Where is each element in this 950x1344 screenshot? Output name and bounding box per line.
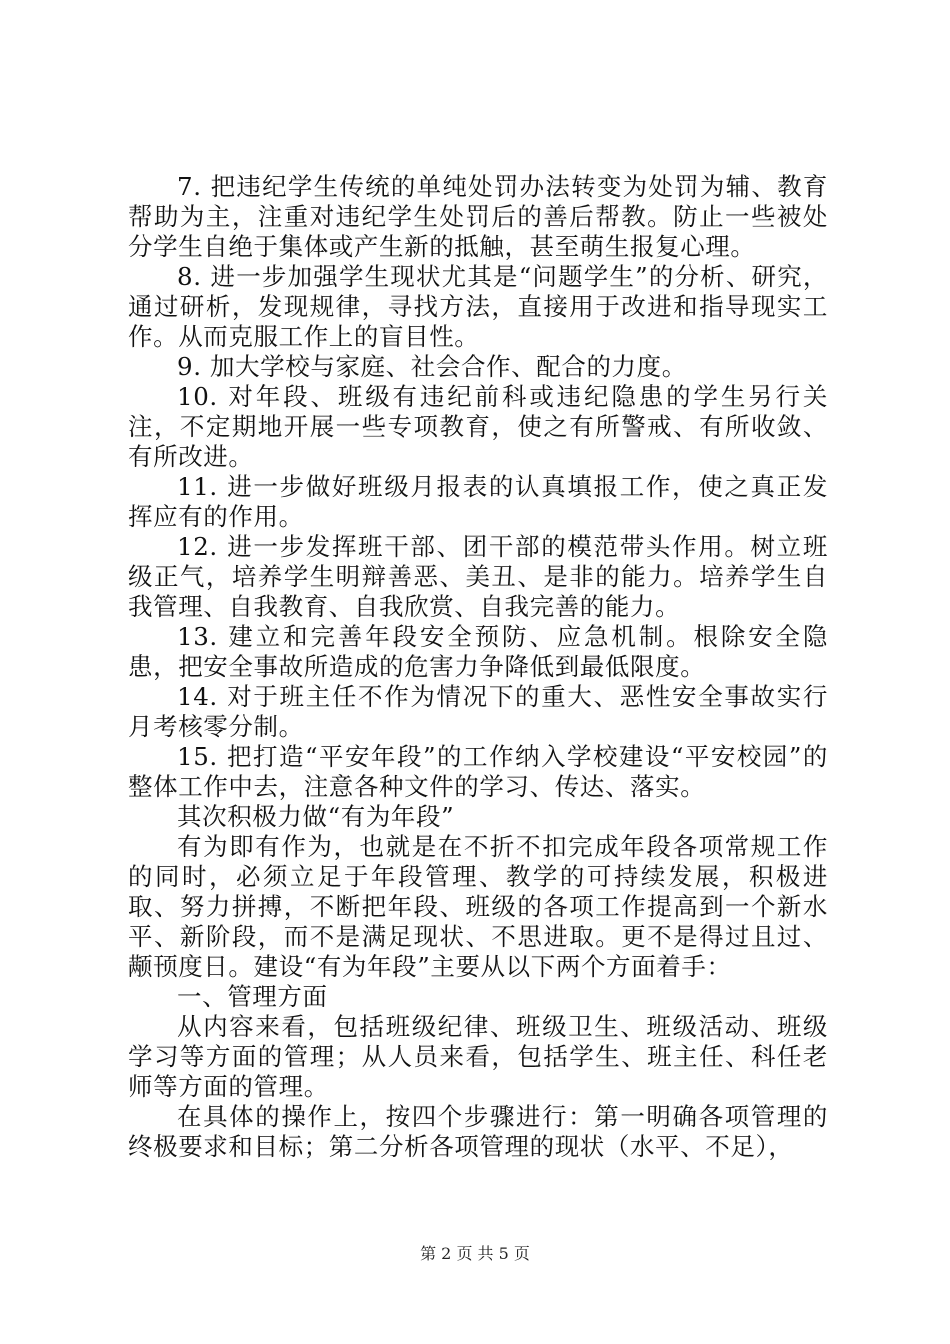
section-heading-youwei: 其次积极力做“有为年段” <box>177 802 455 831</box>
paragraph-10: 10. 对年段、班级有违纪前科或违纪隐患的学生另行关注，不定期地开展一些专项教育，使之有所警戒、有所收敛、有所改进。 <box>128 382 828 471</box>
paragraph-11: 11. 进一步做好班级月报表的认真填报工作，使之真正发挥应有的作用。 <box>128 472 828 531</box>
paragraph-management-scope: 从内容来看，包括班级纪律、班级卫生、班级活动、班级学习等方面的管理；从人员来看，包括学生、班主任、科任老师等方面的管理。 <box>128 1012 828 1101</box>
paragraph-12: 12. 进一步发挥班干部、团干部的模范带头作用。树立班级正气，培养学生明辩善恶、美丑、是非的能力。培养学生自我管理、自我教育、自我欣赏、自我完善的能力。 <box>128 532 828 621</box>
paragraph-7: 7. 把违纪学生传统的单纯处罚办法转变为处罚为辅、教育帮助为主，注重对违纪学生处罚后的善后帮教。防止一些被处分学生自绝于集体或产生新的抵触，甚至萌生报复心理。 <box>128 172 828 261</box>
paragraph-14: 14. 对于班主任不作为情况下的重大、恶性安全事故实行月考核零分制。 <box>128 682 828 741</box>
paragraph-youwei-intro: 有为即有作为，也就是在不折不扣完成年段各项常规工作的同时，必须立足于年段管理、教学的可持续发展，积极进取、努力拼搏，不断把年段、班级的各项工作提高到一个新水平、新阶段，而不是满足现状、不思进取。更不是得过且过、颟顸度日。建设“有为年段”主要从以下两个方面着手： <box>128 832 828 981</box>
paragraph-8: 8. 进一步加强学生现状尤其是“问题学生”的分析、研究，通过研析，发现规律，寻找方法，直接用于改进和指导现实工作。从而克服工作上的盲目性。 <box>128 262 828 351</box>
paragraph-management-steps: 在具体的操作上，按四个步骤进行：第一明确各项管理的终极要求和目标；第二分析各项管理的现状（水平、不足）， <box>128 1102 828 1161</box>
document-body <box>128 172 828 1162</box>
paragraph-13: 13. 建立和完善年段安全预防、应急机制。根除安全隐患，把安全事故所造成的危害力争降低到最低限度。 <box>128 622 828 681</box>
subsection-heading-management: 一、管理方面 <box>177 982 328 1011</box>
paragraph-15: 15. 把打造“平安年段”的工作纳入学校建设“平安校园”的整体工作中去，注意各种文件的学习、传达、落实。 <box>128 742 828 801</box>
page-number-footer: 第 2 页 共 5 页 <box>420 1244 530 1263</box>
paragraph-9: 9. 加大学校与家庭、社会合作、配合的力度。 <box>177 352 687 381</box>
